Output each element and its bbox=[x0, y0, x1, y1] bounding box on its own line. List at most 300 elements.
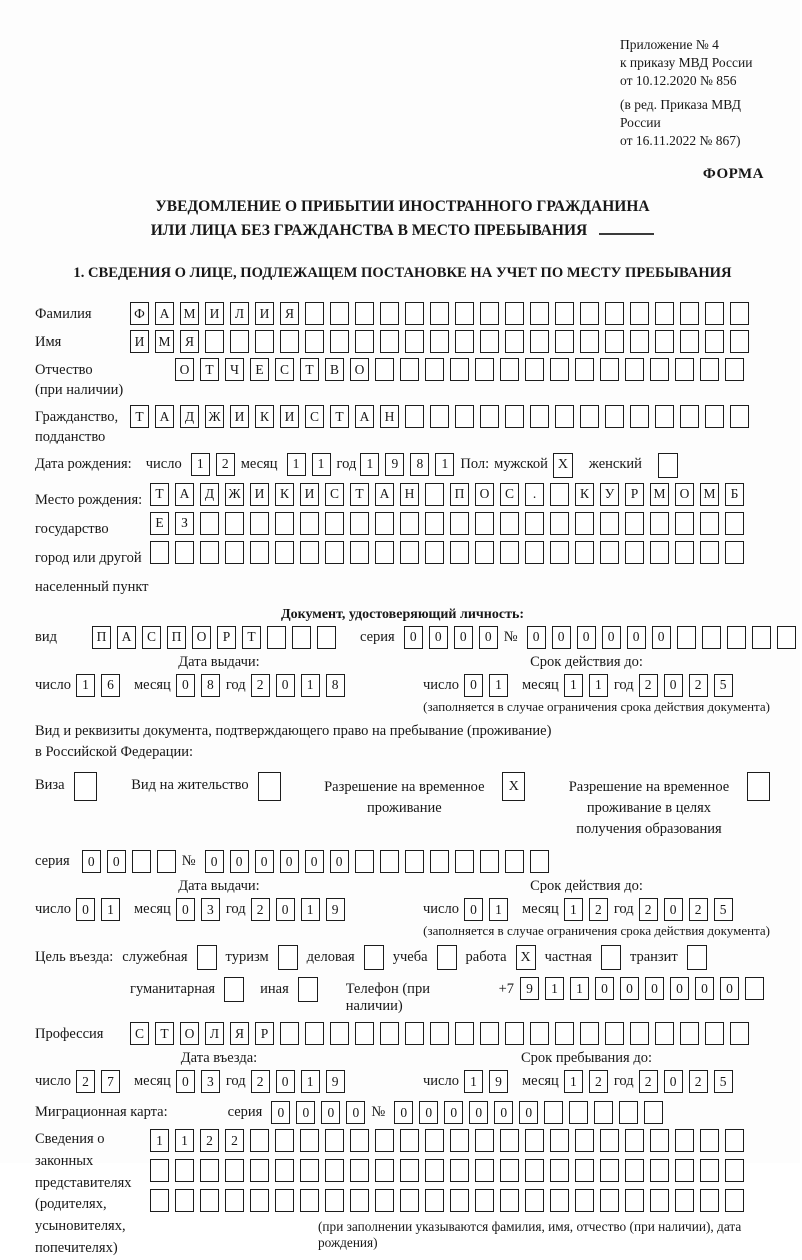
form-cell[interactable] bbox=[267, 626, 286, 649]
form-cell[interactable]: 0 bbox=[469, 1101, 488, 1124]
form-cell[interactable] bbox=[600, 541, 619, 564]
form-cell[interactable] bbox=[175, 541, 194, 564]
form-cell[interactable] bbox=[650, 541, 669, 564]
form-cell[interactable] bbox=[725, 1129, 744, 1152]
form-cell[interactable] bbox=[530, 330, 549, 353]
form-cell[interactable] bbox=[300, 1129, 319, 1152]
form-cell[interactable] bbox=[580, 405, 599, 428]
form-cell[interactable] bbox=[405, 302, 424, 325]
form-cell[interactable] bbox=[625, 358, 644, 381]
form-cell[interactable] bbox=[450, 358, 469, 381]
form-cell[interactable] bbox=[555, 302, 574, 325]
form-cell[interactable] bbox=[355, 302, 374, 325]
form-cell[interactable] bbox=[700, 541, 719, 564]
form-cell[interactable] bbox=[700, 1129, 719, 1152]
form-cell[interactable] bbox=[400, 1129, 419, 1152]
sex-female-checkbox[interactable] bbox=[658, 453, 678, 478]
form-cell[interactable] bbox=[725, 1189, 744, 1212]
form-cell[interactable]: 2 bbox=[589, 1070, 608, 1093]
form-cell[interactable]: 0 bbox=[205, 850, 224, 873]
form-cell[interactable]: М bbox=[180, 302, 199, 325]
form-cell[interactable] bbox=[705, 330, 724, 353]
form-cell[interactable] bbox=[625, 1159, 644, 1182]
form-cell[interactable] bbox=[580, 302, 599, 325]
form-cell[interactable] bbox=[555, 405, 574, 428]
form-cell[interactable]: С bbox=[130, 1022, 149, 1045]
form-cell[interactable] bbox=[480, 302, 499, 325]
form-cell[interactable]: 5 bbox=[714, 674, 733, 697]
form-cell[interactable]: А bbox=[375, 483, 394, 506]
form-cell[interactable]: 0 bbox=[494, 1101, 513, 1124]
form-cell[interactable] bbox=[250, 1129, 269, 1152]
form-cell[interactable]: Л bbox=[230, 302, 249, 325]
form-cell[interactable] bbox=[455, 330, 474, 353]
form-cell[interactable] bbox=[730, 405, 749, 428]
form-cell[interactable] bbox=[705, 1022, 724, 1045]
form-cell[interactable] bbox=[725, 512, 744, 535]
form-cell[interactable] bbox=[630, 330, 649, 353]
form-cell[interactable]: Т bbox=[200, 358, 219, 381]
form-cell[interactable]: 0 bbox=[664, 898, 683, 921]
purpose-business-checkbox[interactable] bbox=[364, 945, 384, 970]
form-cell[interactable]: 0 bbox=[652, 626, 671, 649]
form-cell[interactable]: 1 bbox=[191, 453, 210, 476]
form-cell[interactable]: А bbox=[155, 405, 174, 428]
form-cell[interactable] bbox=[475, 358, 494, 381]
form-cell[interactable] bbox=[500, 1159, 519, 1182]
form-cell[interactable]: 0 bbox=[645, 977, 664, 1000]
form-cell[interactable] bbox=[425, 1159, 444, 1182]
form-cell[interactable] bbox=[550, 483, 569, 506]
form-cell[interactable] bbox=[730, 330, 749, 353]
form-cell[interactable] bbox=[530, 405, 549, 428]
form-cell[interactable] bbox=[455, 405, 474, 428]
residence-permit-checkbox[interactable] bbox=[258, 772, 281, 801]
form-cell[interactable] bbox=[550, 1159, 569, 1182]
purpose-other-checkbox[interactable] bbox=[298, 977, 318, 1002]
form-cell[interactable]: 0 bbox=[346, 1101, 365, 1124]
form-cell[interactable] bbox=[550, 541, 569, 564]
form-cell[interactable]: 2 bbox=[689, 674, 708, 697]
form-cell[interactable] bbox=[480, 850, 499, 873]
temp-residence-education-checkbox[interactable] bbox=[747, 772, 770, 801]
form-cell[interactable]: 1 bbox=[312, 453, 331, 476]
form-cell[interactable] bbox=[530, 850, 549, 873]
form-cell[interactable]: 1 bbox=[101, 898, 120, 921]
form-cell[interactable] bbox=[594, 1101, 613, 1124]
form-cell[interactable] bbox=[455, 1022, 474, 1045]
form-cell[interactable]: П bbox=[167, 626, 186, 649]
form-cell[interactable] bbox=[575, 358, 594, 381]
form-cell[interactable]: 1 bbox=[301, 674, 320, 697]
form-cell[interactable] bbox=[702, 626, 721, 649]
form-cell[interactable]: 2 bbox=[251, 1070, 270, 1093]
form-cell[interactable] bbox=[619, 1101, 638, 1124]
form-cell[interactable]: С bbox=[275, 358, 294, 381]
form-cell[interactable]: 0 bbox=[176, 1070, 195, 1093]
form-cell[interactable]: Б bbox=[725, 483, 744, 506]
form-cell[interactable] bbox=[300, 512, 319, 535]
form-cell[interactable] bbox=[430, 302, 449, 325]
form-cell[interactable] bbox=[200, 1159, 219, 1182]
form-cell[interactable]: 2 bbox=[225, 1129, 244, 1152]
form-cell[interactable]: Е bbox=[150, 512, 169, 535]
form-cell[interactable]: 2 bbox=[251, 674, 270, 697]
form-cell[interactable] bbox=[175, 1159, 194, 1182]
form-cell[interactable]: 0 bbox=[305, 850, 324, 873]
form-cell[interactable] bbox=[405, 850, 424, 873]
form-cell[interactable] bbox=[425, 358, 444, 381]
form-cell[interactable] bbox=[630, 302, 649, 325]
form-cell[interactable] bbox=[475, 1129, 494, 1152]
form-cell[interactable] bbox=[350, 1129, 369, 1152]
form-cell[interactable] bbox=[725, 1159, 744, 1182]
form-cell[interactable] bbox=[727, 626, 746, 649]
form-cell[interactable] bbox=[250, 1159, 269, 1182]
form-cell[interactable]: 2 bbox=[639, 898, 658, 921]
form-cell[interactable] bbox=[355, 330, 374, 353]
form-cell[interactable]: 0 bbox=[720, 977, 739, 1000]
form-cell[interactable]: 0 bbox=[296, 1101, 315, 1124]
form-cell[interactable]: С bbox=[325, 483, 344, 506]
form-cell[interactable] bbox=[450, 1159, 469, 1182]
temp-residence-checkbox[interactable]: X bbox=[502, 772, 525, 801]
form-cell[interactable] bbox=[700, 358, 719, 381]
form-cell[interactable]: 3 bbox=[201, 1070, 220, 1093]
form-cell[interactable]: С bbox=[142, 626, 161, 649]
form-cell[interactable]: 0 bbox=[82, 850, 101, 873]
form-cell[interactable]: 7 bbox=[101, 1070, 120, 1093]
form-cell[interactable] bbox=[225, 1189, 244, 1212]
form-cell[interactable]: 0 bbox=[271, 1101, 290, 1124]
form-cell[interactable]: 9 bbox=[326, 1070, 345, 1093]
form-cell[interactable]: 0 bbox=[255, 850, 274, 873]
form-cell[interactable] bbox=[300, 1189, 319, 1212]
form-cell[interactable] bbox=[575, 1129, 594, 1152]
form-cell[interactable] bbox=[605, 302, 624, 325]
form-cell[interactable]: М bbox=[155, 330, 174, 353]
form-cell[interactable] bbox=[525, 1189, 544, 1212]
form-cell[interactable] bbox=[600, 1189, 619, 1212]
form-cell[interactable] bbox=[525, 512, 544, 535]
sex-male-checkbox[interactable]: X bbox=[553, 453, 573, 478]
form-cell[interactable]: Я bbox=[180, 330, 199, 353]
form-cell[interactable]: В bbox=[325, 358, 344, 381]
form-cell[interactable] bbox=[655, 1022, 674, 1045]
form-cell[interactable] bbox=[200, 1189, 219, 1212]
form-cell[interactable] bbox=[225, 512, 244, 535]
form-cell[interactable] bbox=[625, 541, 644, 564]
form-cell[interactable]: А bbox=[175, 483, 194, 506]
form-cell[interactable] bbox=[350, 1189, 369, 1212]
form-cell[interactable]: 0 bbox=[176, 674, 195, 697]
form-cell[interactable]: 2 bbox=[251, 898, 270, 921]
form-cell[interactable] bbox=[375, 1129, 394, 1152]
form-cell[interactable]: К bbox=[255, 405, 274, 428]
form-cell[interactable]: О bbox=[192, 626, 211, 649]
form-cell[interactable] bbox=[280, 330, 299, 353]
form-cell[interactable]: 2 bbox=[689, 1070, 708, 1093]
form-cell[interactable]: . bbox=[525, 483, 544, 506]
form-cell[interactable]: 2 bbox=[639, 674, 658, 697]
form-cell[interactable]: У bbox=[600, 483, 619, 506]
visa-checkbox[interactable] bbox=[74, 772, 97, 801]
form-cell[interactable]: А bbox=[155, 302, 174, 325]
form-cell[interactable]: О bbox=[175, 358, 194, 381]
form-cell[interactable] bbox=[500, 512, 519, 535]
form-cell[interactable] bbox=[200, 512, 219, 535]
form-cell[interactable] bbox=[680, 405, 699, 428]
form-cell[interactable]: 2 bbox=[216, 453, 235, 476]
purpose-work-checkbox[interactable]: X bbox=[516, 945, 536, 970]
form-cell[interactable] bbox=[625, 1189, 644, 1212]
form-cell[interactable] bbox=[430, 405, 449, 428]
form-cell[interactable]: 8 bbox=[410, 453, 429, 476]
form-cell[interactable]: С bbox=[305, 405, 324, 428]
form-cell[interactable] bbox=[680, 330, 699, 353]
form-cell[interactable] bbox=[380, 850, 399, 873]
form-cell[interactable] bbox=[705, 302, 724, 325]
form-cell[interactable]: 0 bbox=[276, 1070, 295, 1093]
form-cell[interactable]: 0 bbox=[464, 898, 483, 921]
form-cell[interactable] bbox=[280, 1022, 299, 1045]
form-cell[interactable] bbox=[600, 1159, 619, 1182]
form-cell[interactable]: 1 bbox=[175, 1129, 194, 1152]
form-cell[interactable] bbox=[305, 302, 324, 325]
form-cell[interactable]: 0 bbox=[230, 850, 249, 873]
form-cell[interactable]: 0 bbox=[404, 626, 423, 649]
form-cell[interactable]: 2 bbox=[589, 898, 608, 921]
form-cell[interactable] bbox=[500, 1129, 519, 1152]
form-cell[interactable] bbox=[605, 330, 624, 353]
purpose-study-checkbox[interactable] bbox=[437, 945, 457, 970]
form-cell[interactable]: 0 bbox=[429, 626, 448, 649]
form-cell[interactable]: 0 bbox=[280, 850, 299, 873]
form-cell[interactable]: 0 bbox=[664, 674, 683, 697]
form-cell[interactable]: 0 bbox=[595, 977, 614, 1000]
form-cell[interactable] bbox=[300, 1159, 319, 1182]
form-cell[interactable] bbox=[500, 358, 519, 381]
form-cell[interactable] bbox=[275, 1159, 294, 1182]
form-cell[interactable] bbox=[650, 1189, 669, 1212]
form-cell[interactable]: 2 bbox=[76, 1070, 95, 1093]
form-cell[interactable] bbox=[600, 358, 619, 381]
form-cell[interactable] bbox=[425, 1189, 444, 1212]
form-cell[interactable] bbox=[305, 330, 324, 353]
form-cell[interactable]: 9 bbox=[385, 453, 404, 476]
form-cell[interactable]: К bbox=[275, 483, 294, 506]
form-cell[interactable] bbox=[644, 1101, 663, 1124]
form-cell[interactable]: З bbox=[175, 512, 194, 535]
form-cell[interactable] bbox=[292, 626, 311, 649]
form-cell[interactable] bbox=[680, 1022, 699, 1045]
form-cell[interactable] bbox=[350, 541, 369, 564]
purpose-private-checkbox[interactable] bbox=[601, 945, 621, 970]
form-cell[interactable] bbox=[505, 330, 524, 353]
form-cell[interactable]: П bbox=[92, 626, 111, 649]
form-cell[interactable] bbox=[400, 358, 419, 381]
purpose-official-checkbox[interactable] bbox=[197, 945, 217, 970]
form-cell[interactable] bbox=[375, 1189, 394, 1212]
form-cell[interactable] bbox=[655, 405, 674, 428]
form-cell[interactable]: 1 bbox=[545, 977, 564, 1000]
form-cell[interactable] bbox=[450, 1189, 469, 1212]
form-cell[interactable] bbox=[655, 302, 674, 325]
form-cell[interactable]: Р bbox=[217, 626, 236, 649]
form-cell[interactable] bbox=[675, 541, 694, 564]
form-cell[interactable] bbox=[380, 302, 399, 325]
form-cell[interactable] bbox=[230, 330, 249, 353]
form-cell[interactable] bbox=[300, 541, 319, 564]
form-cell[interactable] bbox=[330, 1022, 349, 1045]
form-cell[interactable]: К bbox=[575, 483, 594, 506]
form-cell[interactable]: 0 bbox=[76, 898, 95, 921]
form-cell[interactable] bbox=[400, 512, 419, 535]
form-cell[interactable] bbox=[430, 850, 449, 873]
form-cell[interactable]: О bbox=[475, 483, 494, 506]
form-cell[interactable] bbox=[605, 1022, 624, 1045]
form-cell[interactable]: 0 bbox=[527, 626, 546, 649]
form-cell[interactable] bbox=[550, 1129, 569, 1152]
form-cell[interactable] bbox=[430, 1022, 449, 1045]
form-cell[interactable]: 2 bbox=[200, 1129, 219, 1152]
form-cell[interactable] bbox=[250, 1189, 269, 1212]
form-cell[interactable] bbox=[375, 1159, 394, 1182]
form-cell[interactable] bbox=[475, 1189, 494, 1212]
form-cell[interactable]: Я bbox=[230, 1022, 249, 1045]
form-cell[interactable] bbox=[700, 1189, 719, 1212]
form-cell[interactable]: Т bbox=[242, 626, 261, 649]
form-cell[interactable] bbox=[400, 1189, 419, 1212]
form-cell[interactable] bbox=[575, 512, 594, 535]
form-cell[interactable] bbox=[650, 1129, 669, 1152]
form-cell[interactable] bbox=[555, 330, 574, 353]
form-cell[interactable] bbox=[580, 1022, 599, 1045]
form-cell[interactable] bbox=[505, 302, 524, 325]
form-cell[interactable] bbox=[200, 541, 219, 564]
form-cell[interactable] bbox=[350, 512, 369, 535]
form-cell[interactable]: Ж bbox=[205, 405, 224, 428]
form-cell[interactable]: Н bbox=[400, 483, 419, 506]
form-cell[interactable]: И bbox=[130, 330, 149, 353]
form-cell[interactable]: 9 bbox=[520, 977, 539, 1000]
form-cell[interactable]: 1 bbox=[564, 898, 583, 921]
form-cell[interactable] bbox=[275, 1129, 294, 1152]
form-cell[interactable]: Т bbox=[155, 1022, 174, 1045]
form-cell[interactable]: И bbox=[250, 483, 269, 506]
form-cell[interactable]: Р bbox=[255, 1022, 274, 1045]
form-cell[interactable] bbox=[675, 512, 694, 535]
form-cell[interactable] bbox=[275, 512, 294, 535]
form-cell[interactable]: С bbox=[500, 483, 519, 506]
form-cell[interactable]: 1 bbox=[301, 1070, 320, 1093]
form-cell[interactable]: 0 bbox=[321, 1101, 340, 1124]
form-cell[interactable] bbox=[350, 1159, 369, 1182]
form-cell[interactable]: 1 bbox=[489, 674, 508, 697]
form-cell[interactable] bbox=[550, 1189, 569, 1212]
form-cell[interactable]: 0 bbox=[620, 977, 639, 1000]
form-cell[interactable]: 1 bbox=[570, 977, 589, 1000]
form-cell[interactable] bbox=[150, 1189, 169, 1212]
form-cell[interactable]: О bbox=[180, 1022, 199, 1045]
form-cell[interactable] bbox=[255, 330, 274, 353]
form-cell[interactable] bbox=[150, 1159, 169, 1182]
form-cell[interactable]: Т bbox=[300, 358, 319, 381]
form-cell[interactable] bbox=[380, 330, 399, 353]
form-cell[interactable] bbox=[530, 302, 549, 325]
form-cell[interactable]: 0 bbox=[519, 1101, 538, 1124]
form-cell[interactable] bbox=[325, 1159, 344, 1182]
form-cell[interactable] bbox=[375, 358, 394, 381]
form-cell[interactable] bbox=[630, 405, 649, 428]
form-cell[interactable]: 1 bbox=[150, 1129, 169, 1152]
form-cell[interactable]: Д bbox=[180, 405, 199, 428]
form-cell[interactable]: 1 bbox=[360, 453, 379, 476]
form-cell[interactable] bbox=[480, 1022, 499, 1045]
form-cell[interactable]: Т bbox=[130, 405, 149, 428]
purpose-tourism-checkbox[interactable] bbox=[278, 945, 298, 970]
form-cell[interactable] bbox=[550, 358, 569, 381]
form-cell[interactable] bbox=[630, 1022, 649, 1045]
form-cell[interactable] bbox=[317, 626, 336, 649]
form-cell[interactable]: 0 bbox=[664, 1070, 683, 1093]
form-cell[interactable] bbox=[455, 302, 474, 325]
form-cell[interactable]: 8 bbox=[201, 674, 220, 697]
form-cell[interactable] bbox=[157, 850, 176, 873]
form-cell[interactable] bbox=[752, 626, 771, 649]
form-cell[interactable] bbox=[530, 1022, 549, 1045]
form-cell[interactable]: Р bbox=[625, 483, 644, 506]
form-cell[interactable] bbox=[425, 541, 444, 564]
form-cell[interactable]: Т bbox=[350, 483, 369, 506]
form-cell[interactable] bbox=[655, 330, 674, 353]
form-cell[interactable]: 1 bbox=[464, 1070, 483, 1093]
form-cell[interactable] bbox=[505, 850, 524, 873]
form-cell[interactable] bbox=[325, 1189, 344, 1212]
form-cell[interactable] bbox=[650, 512, 669, 535]
form-cell[interactable] bbox=[450, 512, 469, 535]
form-cell[interactable]: Я bbox=[280, 302, 299, 325]
form-cell[interactable]: 1 bbox=[301, 898, 320, 921]
form-cell[interactable] bbox=[405, 405, 424, 428]
form-cell[interactable]: И bbox=[300, 483, 319, 506]
form-cell[interactable] bbox=[305, 1022, 324, 1045]
form-cell[interactable]: 8 bbox=[326, 674, 345, 697]
form-cell[interactable]: А bbox=[117, 626, 136, 649]
form-cell[interactable] bbox=[575, 1189, 594, 1212]
form-cell[interactable]: 5 bbox=[714, 1070, 733, 1093]
form-cell[interactable] bbox=[355, 1022, 374, 1045]
form-cell[interactable]: О bbox=[675, 483, 694, 506]
form-cell[interactable] bbox=[475, 512, 494, 535]
form-cell[interactable] bbox=[650, 1159, 669, 1182]
form-cell[interactable] bbox=[625, 1129, 644, 1152]
form-cell[interactable] bbox=[330, 302, 349, 325]
form-cell[interactable] bbox=[675, 1159, 694, 1182]
form-cell[interactable] bbox=[700, 512, 719, 535]
form-cell[interactable]: 1 bbox=[76, 674, 95, 697]
form-cell[interactable] bbox=[405, 330, 424, 353]
form-cell[interactable]: 0 bbox=[552, 626, 571, 649]
form-cell[interactable] bbox=[544, 1101, 563, 1124]
form-cell[interactable]: 0 bbox=[479, 626, 498, 649]
form-cell[interactable]: 1 bbox=[489, 898, 508, 921]
form-cell[interactable] bbox=[705, 405, 724, 428]
form-cell[interactable]: 1 bbox=[564, 1070, 583, 1093]
form-cell[interactable] bbox=[480, 405, 499, 428]
form-cell[interactable] bbox=[475, 1159, 494, 1182]
form-cell[interactable]: Ф bbox=[130, 302, 149, 325]
